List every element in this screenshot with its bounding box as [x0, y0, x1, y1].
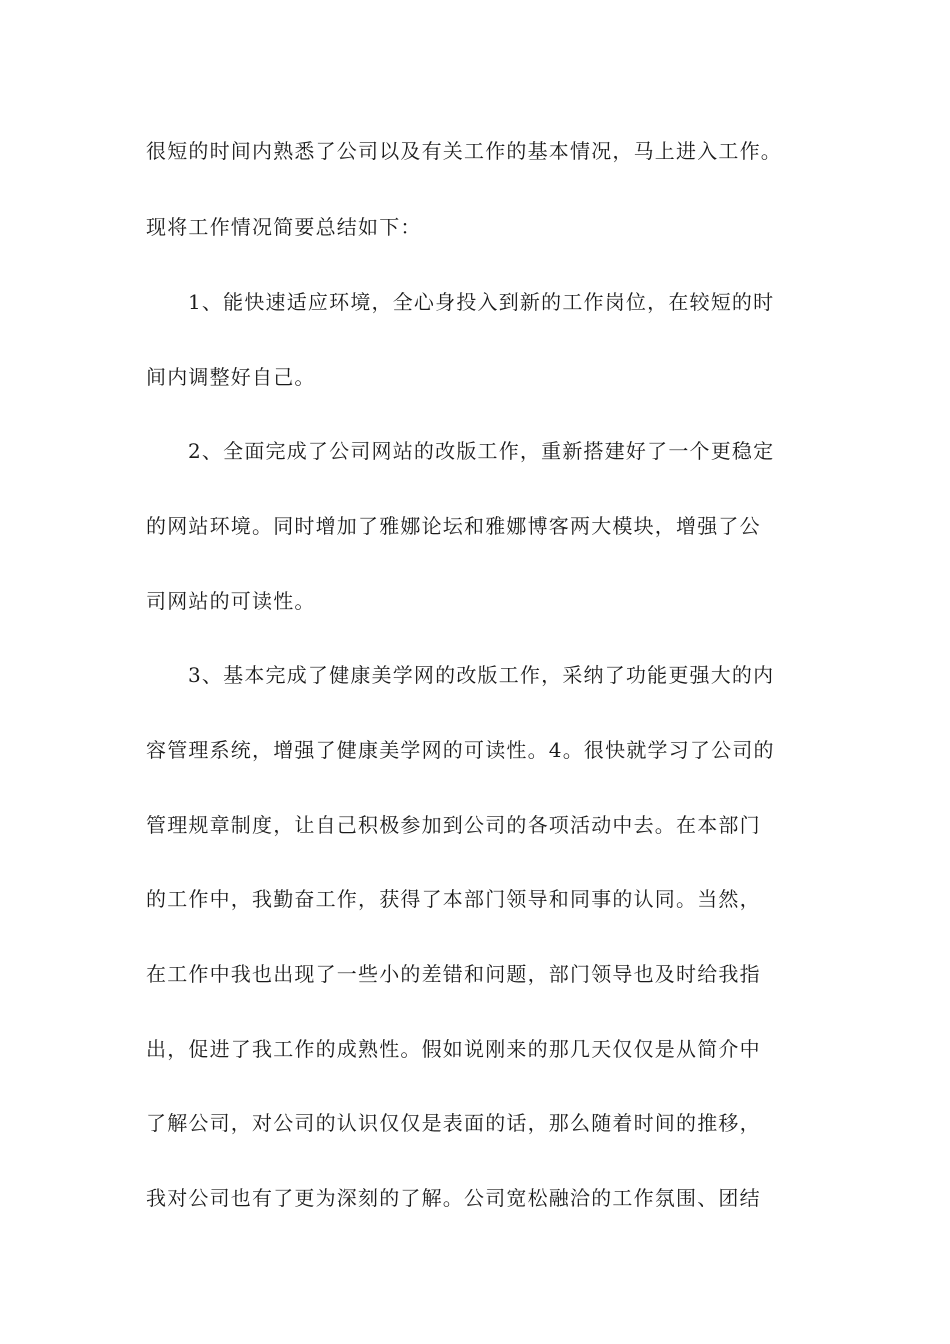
text-line: 了解公司，对公司的认识仅仅是表面的话，那么随着时间的推移，	[146, 1111, 761, 1135]
text-line: 的工作中，我勤奋工作，获得了本部门领导和同事的认同。当然，	[146, 887, 761, 911]
text-line: 2、全面完成了公司网站的改版工作，重新搭建好了一个更稳定	[188, 439, 775, 463]
text-line: 的网站环境。同时增加了雅娜论坛和雅娜博客两大模块，增强了公	[146, 514, 761, 538]
text-line: 3、基本完成了健康美学网的改版工作，采纳了功能更强大的内	[188, 663, 775, 687]
text-line: 1、能快速适应环境，全心身投入到新的工作岗位，在较短的时	[188, 290, 775, 314]
text-line: 我对公司也有了更为深刻的了解。公司宽松融洽的工作氛围、团结	[146, 1186, 761, 1210]
text-line: 容管理系统，增强了健康美学网的可读性。4。很快就学习了公司的	[146, 738, 775, 762]
text-line: 管理规章制度，让自己积极参加到公司的各项活动中去。在本部门	[146, 813, 761, 837]
text-line: 现将工作情况简要总结如下：	[146, 215, 422, 239]
text-line: 出，促进了我工作的成熟性。假如说刚来的那几天仅仅是从简介中	[146, 1037, 761, 1061]
text-line: 很短的时间内熟悉了公司以及有关工作的基本情况，马上进入工作。	[146, 139, 782, 163]
text-line: 司网站的可读性。	[146, 589, 316, 613]
text-line: 间内调整好自己。	[146, 365, 316, 389]
text-line: 在工作中我也出现了一些小的差错和问题，部门领导也及时给我指	[146, 962, 761, 986]
